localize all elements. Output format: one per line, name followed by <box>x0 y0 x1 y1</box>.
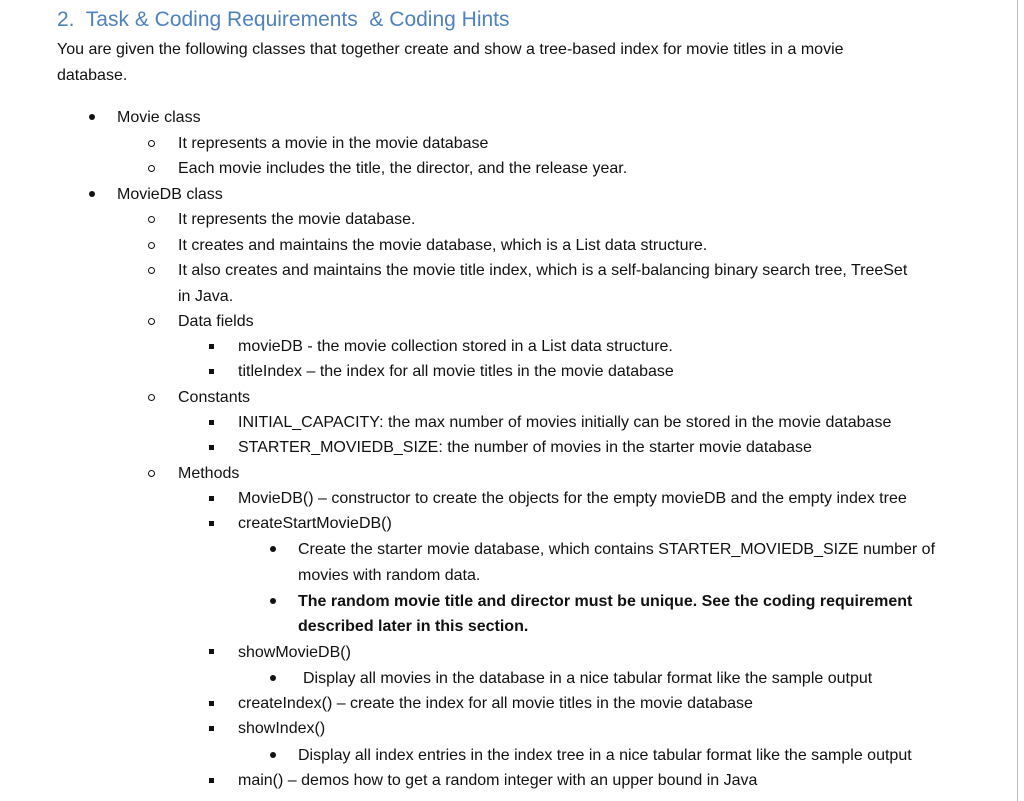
list-item: movieDB - the movie collection stored in a List data structure. <box>238 338 673 355</box>
bullet-dot <box>89 191 95 197</box>
page-border <box>1017 0 1018 801</box>
bullet-square <box>209 369 214 374</box>
bullet-square <box>209 649 214 654</box>
list-item-continuation: in Java. <box>178 288 234 305</box>
constants-label: Constants <box>178 389 251 406</box>
intro-paragraph: You are given the following classes that together create and show a tree-based index for movie titles in a movie database. <box>57 41 844 84</box>
bullet-ring <box>148 394 155 401</box>
method-item: main() – demos how to get a random integer with an upper bound in Java <box>238 772 758 789</box>
bullet-square <box>209 420 214 425</box>
bullet-square <box>209 521 214 526</box>
bullet-square <box>209 701 214 706</box>
bullet-ring <box>148 267 155 274</box>
bullet-ring <box>148 140 155 147</box>
methods-label: Methods <box>178 465 240 482</box>
list-item-bold-continuation: described later in this section. <box>298 618 529 635</box>
list-item: It creates and maintains the movie database, which is a List data structure. <box>178 237 708 254</box>
moviedb-class-label: MovieDB class <box>117 186 223 203</box>
section-heading: 2. Task & Coding Requirements & Coding Hints <box>57 8 510 31</box>
bullet-square <box>209 496 214 501</box>
bullet-ring <box>148 470 155 477</box>
bullet-square <box>209 445 214 450</box>
bullet-dot <box>270 546 276 552</box>
bullet-dot <box>270 598 276 604</box>
list-item: Each movie includes the title, the director, and the release year. <box>178 160 628 177</box>
bullet-dot <box>270 752 276 758</box>
method-item: showMovieDB() <box>238 644 351 661</box>
bullet-ring <box>148 216 155 223</box>
bullet-dot <box>89 114 95 120</box>
list-item: titleIndex – the index for all movie titles in the movie database <box>238 363 674 380</box>
list-item: Create the starter movie database, which contains STARTER_MOVIEDB_SIZE number of <box>298 541 936 558</box>
bullet-square <box>209 726 214 731</box>
data-fields-label: Data fields <box>178 313 254 330</box>
movie-class-label: Movie class <box>117 109 201 126</box>
method-item: createIndex() – create the index for all movie titles in the movie database <box>238 695 753 712</box>
list-item: It represents a movie in the movie database <box>178 135 489 152</box>
bullet-ring <box>148 242 155 249</box>
list-item: Display all index entries in the index tree in a nice tabular format like the sample output <box>298 747 912 764</box>
method-item: createStartMovieDB() <box>238 515 392 532</box>
bullet-ring <box>148 318 155 325</box>
method-item: showIndex() <box>238 720 326 737</box>
list-item-continuation: movies with random data. <box>298 567 481 584</box>
list-item: STARTER_MOVIEDB_SIZE: the number of movies in the starter movie database <box>238 439 812 456</box>
list-item: It also creates and maintains the movie title index, which is a self-balancing binary search tree, TreeSet <box>178 262 908 279</box>
list-item-bold: The random movie title and director must be unique. See the coding requirement <box>298 593 913 610</box>
bullet-square <box>209 778 214 783</box>
list-item: INITIAL_CAPACITY: the max number of movies initially can be stored in the movie database <box>238 414 892 431</box>
bullet-dot <box>270 675 276 681</box>
list-item: Display all movies in the database in a nice tabular format like the sample output <box>303 670 873 687</box>
bullet-square <box>209 344 214 349</box>
list-item: It represents the movie database. <box>178 211 416 228</box>
bullet-ring <box>148 165 155 172</box>
method-item: MovieDB() – constructor to create the objects for the empty movieDB and the empty index tree <box>238 490 907 507</box>
